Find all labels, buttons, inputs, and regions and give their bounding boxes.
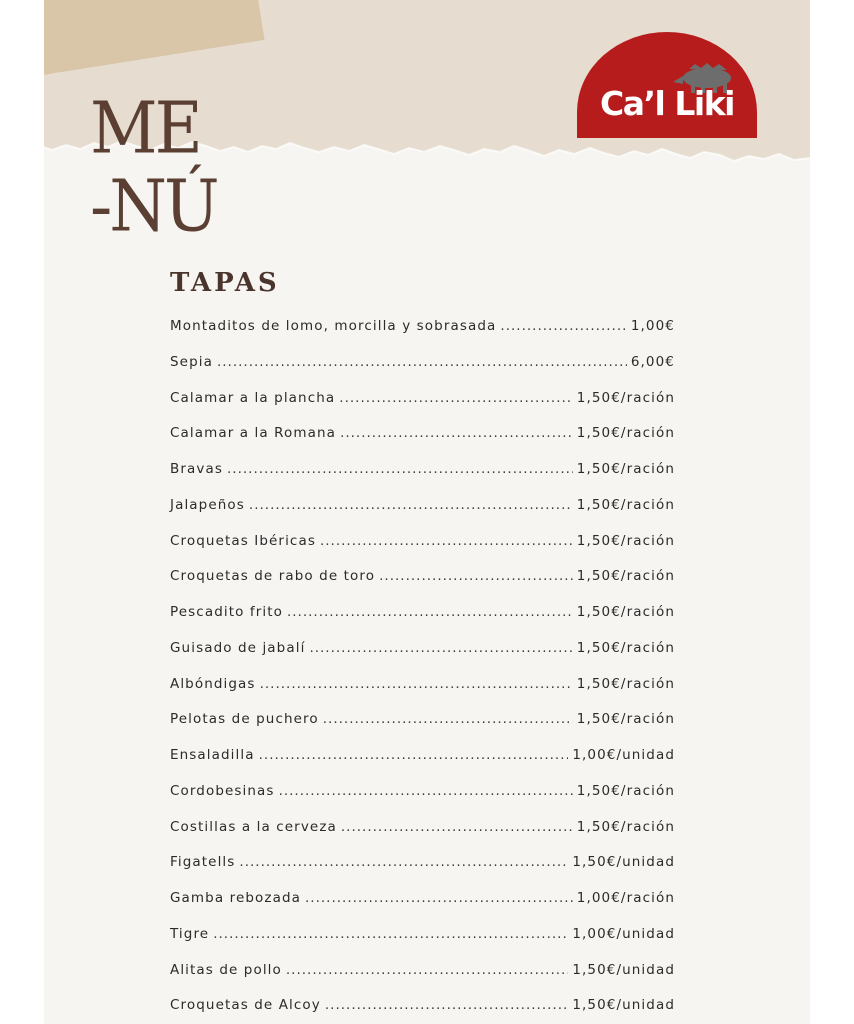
menu-item [170, 318, 675, 354]
item-name: Jalapeños [170, 496, 245, 513]
dot-leader [339, 390, 573, 406]
menu-item [170, 854, 675, 890]
item-name: Pelotas de puchero [170, 711, 319, 728]
menu-item [170, 604, 675, 640]
menu-item [170, 890, 675, 926]
item-price: 1,50€/ración [576, 496, 675, 513]
dot-leader [325, 997, 568, 1013]
item-price: 1,50€/ración [576, 425, 675, 442]
menu-item [170, 711, 675, 747]
menu-item [170, 461, 675, 497]
item-name: Croquetas de Alcoy [170, 997, 321, 1014]
item-price: 1,50€/ración [576, 818, 675, 835]
item-price: 1,50€/unidad [572, 961, 675, 978]
page-title [90, 86, 217, 248]
item-name: Guisado de jabalí [170, 639, 306, 656]
menu-item [170, 497, 675, 533]
dot-leader [500, 318, 626, 334]
menu-list [170, 318, 675, 1024]
item-name: Gamba rebozada [170, 890, 302, 906]
item-price: 1,50€/ración [576, 389, 675, 406]
item-name: Sepia [170, 353, 213, 370]
menu-item [170, 568, 675, 604]
dot-leader [217, 354, 627, 370]
item-name: Croquetas Ibéricas [170, 532, 316, 549]
logo-text: Ca’l Liki [600, 84, 734, 123]
item-name: Cordobesinas [170, 782, 275, 799]
item-price: 1,00€/unidad [572, 747, 675, 763]
item-price: 6,00€ [630, 353, 675, 370]
menu-item [170, 926, 675, 962]
dot-leader [379, 568, 573, 584]
item-price: 1,50€/unidad [572, 854, 675, 871]
item-price: 1,00€/ración [576, 890, 675, 906]
item-name: Bravas [170, 461, 223, 477]
item-price: 1,50€/ración [576, 604, 675, 620]
menu-page [44, 0, 810, 1024]
item-name: Ensaladilla [170, 747, 255, 763]
dot-leader [320, 533, 573, 549]
dot-leader [305, 890, 573, 906]
item-price: 1,50€/ración [576, 568, 675, 585]
title-line-1: ME [90, 86, 200, 170]
menu-item [170, 425, 675, 461]
menu-item [170, 676, 675, 712]
item-price: 1,50€/unidad [572, 997, 675, 1014]
section-title: TAPAS [170, 268, 280, 298]
item-price: 1,50€/ración [576, 639, 675, 656]
dot-leader [239, 854, 568, 870]
brand-logo [577, 32, 757, 138]
menu-item [170, 997, 675, 1024]
menu-item [170, 354, 675, 390]
dot-leader [213, 926, 568, 942]
dot-leader [260, 676, 573, 692]
dot-leader [287, 604, 573, 620]
menu-item [170, 962, 675, 998]
item-price: 1,50€/ración [576, 711, 675, 728]
item-name: Costillas a la cerveza [170, 818, 337, 835]
item-price: 1,00€/unidad [572, 925, 675, 942]
dot-leader [279, 783, 573, 799]
dot-leader [249, 497, 573, 513]
item-price: 1,50€/ración [576, 532, 675, 549]
item-name: Tigre [170, 925, 210, 942]
menu-item [170, 783, 675, 819]
menu-item [170, 819, 675, 855]
menu-item [170, 747, 675, 783]
dot-leader [323, 711, 573, 727]
item-name: Croquetas de rabo de toro [170, 568, 376, 585]
item-name: Calamar a la plancha [170, 389, 336, 406]
item-price: 1,50€/ración [576, 675, 675, 692]
dot-leader [286, 962, 568, 978]
menu-item [170, 390, 675, 426]
item-price: 1,50€/ración [576, 782, 675, 799]
item-name: Calamar a la Romana [170, 425, 337, 442]
item-name: Pescadito frito [170, 604, 283, 620]
item-name: Albóndigas [170, 675, 256, 692]
item-name: Figatells [170, 854, 236, 871]
menu-item [170, 533, 675, 569]
dot-leader [259, 747, 569, 763]
dot-leader [341, 819, 573, 835]
dot-leader [340, 425, 573, 441]
title-line-2: -NÚ [90, 164, 217, 248]
dot-leader [227, 461, 573, 477]
menu-item [170, 640, 675, 676]
item-name: Alitas de pollo [170, 961, 282, 978]
item-price: 1,50€/ración [576, 461, 675, 477]
item-price: 1,00€ [630, 318, 675, 334]
dot-leader [309, 640, 572, 656]
item-name: Montaditos de lomo, morcilla y sobrasada [170, 318, 497, 334]
